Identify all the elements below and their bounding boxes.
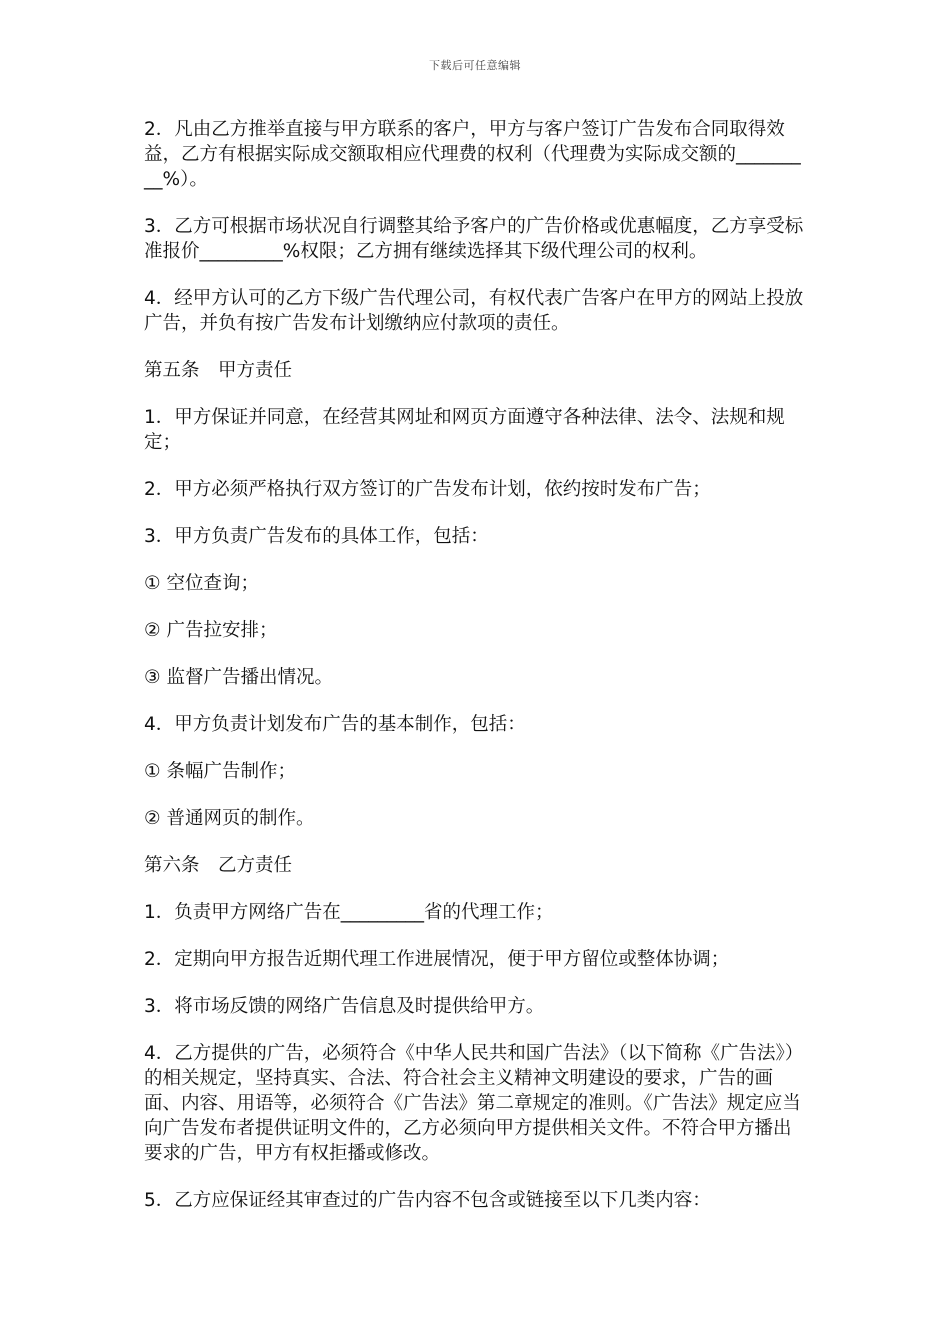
clause-4-item-4: 4．经甲方认可的乙方下级广告代理公司，有权代表广告客户在甲方的网站上投放广告，并负有按广告发布计划缴纳应付款项的责任。 [144, 288, 804, 334]
clause-5-item-3-sub-3: ③ 监督广告播出情况。 [144, 667, 333, 688]
clause-6-item-3: 3．将市场反馈的网络广告信息及时提供给甲方。 [144, 996, 545, 1017]
clause-6-heading: 第六条 乙方责任 [144, 855, 293, 876]
clause-5-item-3: 3．甲方负责广告发布的具体工作，包括： [144, 526, 489, 547]
page-header: 下载后可任意编辑 [429, 59, 521, 72]
clause-6-item-2: 2．定期向甲方报告近期代理工作进展情况，便于甲方留位或整体协调； [144, 949, 730, 970]
clause-4-item-2: 2．凡由乙方推举直接与甲方联系的客户，甲方与客户签订广告发布合同取得效益，乙方有根据实际成交额取相应代理费的权利（代理费为实际成交额的_________%）。 [144, 119, 801, 190]
clause-6-item-5: 5．乙方应保证经其审查过的广告内容不包含或链接至以下几类内容： [144, 1190, 711, 1211]
clause-4-item-3: 3．乙方可根据市场状况自行调整其给予客户的广告价格或优惠幅度，乙方享受标准报价_________%权限；乙方拥有继续选择其下级代理公司的权利。 [144, 216, 804, 262]
clause-5-item-3-sub-2: ② 广告拉安排； [144, 620, 278, 641]
clause-5-item-4: 4．甲方负责计划发布广告的基本制作，包括： [144, 714, 526, 735]
clause-5-item-1: 1．甲方保证并同意，在经营其网址和网页方面遵守各种法律、法令、法规和规定； [144, 407, 785, 453]
clause-5-heading: 第五条 甲方责任 [144, 360, 293, 381]
document-body [144, 117, 808, 1235]
clause-5-item-4-sub-1: ① 条幅广告制作； [144, 761, 296, 782]
clause-5-item-2: 2．甲方必须严格执行双方签订的广告发布计划，依约按时发布广告； [144, 479, 711, 500]
clause-5-item-4-sub-2: ② 普通网页的制作。 [144, 808, 315, 829]
clause-6-item-4: 4．乙方提供的广告，必须符合《中华人民共和国广告法》（以下简称《广告法》）的相关规定，坚持真实、合法、符合社会主义精神文明建设的要求，广告的画面、内容、用语等，必须符合《广告法》第二章规定的准则。《广告法》规定应当向广告发布者提供证明文件的，乙方必须向甲方提供相关文件。不符合甲方播出要求的广告，甲方有权拒播或修改。 [144, 1043, 804, 1164]
clause-5-item-3-sub-1: ① 空位查询； [144, 573, 259, 594]
clause-6-item-1: 1．负责甲方网络广告在_________省的代理工作； [144, 902, 554, 923]
